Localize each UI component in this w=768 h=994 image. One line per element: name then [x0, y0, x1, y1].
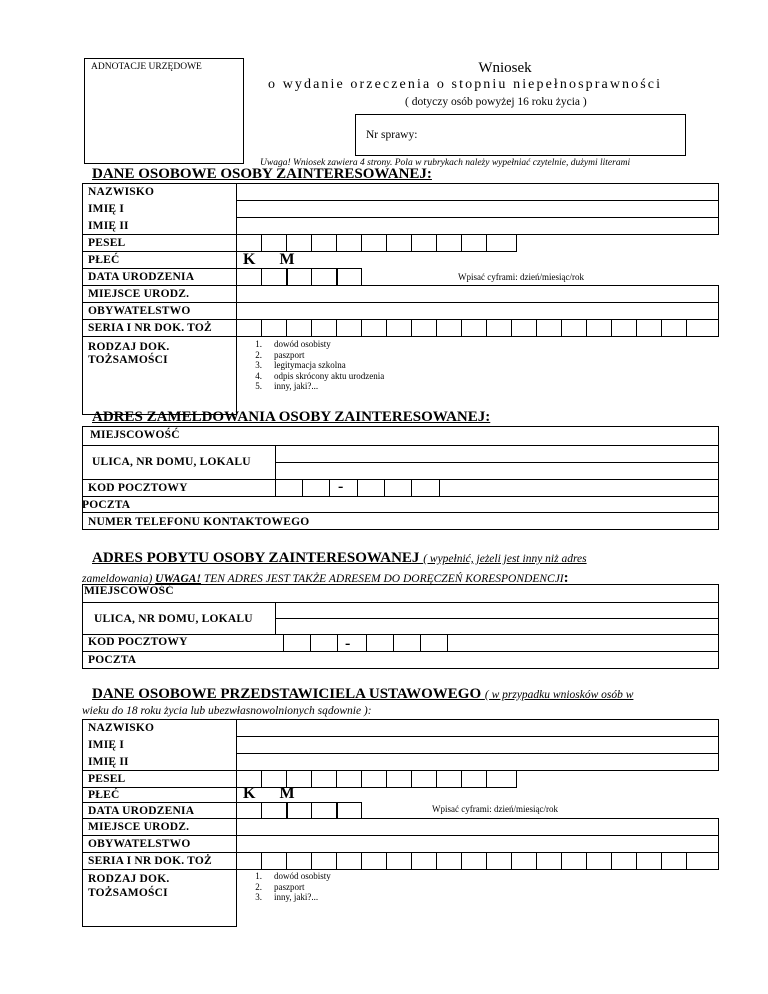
rep-doc-type-list: [240, 871, 331, 903]
section3-title: ADRES POBYTU OSOBY ZAINTERESOWANEJ ( wypełnić, jeżeli jest inny niż adres: [92, 550, 587, 566]
rep-doc-type-label-2: TOŻSAMOŚCI: [88, 887, 168, 899]
doc-type-list: [240, 339, 384, 392]
rep-surname-label: NAZWISKO: [88, 722, 155, 734]
stay-post-office-label: POCZTA: [88, 654, 137, 666]
official-annotations-label: ADNOTACJE URZĘDOWE: [91, 62, 202, 72]
rep-surname-field[interactable]: [236, 719, 719, 737]
post-office-label: POCZTA: [82, 499, 131, 511]
birthdate-hint: Wpisać cyframi: dzień/miesiąc/rok: [458, 272, 584, 282]
stay-town-label: MIEJSCOWOŚĆ: [84, 585, 174, 597]
rep-id-series-label: SERIA I NR DOK. TOŻ: [88, 855, 212, 867]
postcode-label: KOD POCZTOWY: [88, 482, 188, 494]
rep-birthplace-label: MIEJSCE URODZ.: [88, 821, 190, 833]
birthplace-field[interactable]: [236, 285, 719, 303]
rep-doc-type-item[interactable]: 3. inny, jaki?...: [255, 892, 319, 902]
second-name-field[interactable]: [236, 217, 719, 235]
rep-second-name-label: IMIĘ II: [88, 756, 129, 768]
rep-doc-type-item[interactable]: 2. paszport: [255, 881, 305, 892]
section4-note: wieku do 18 roku życia lub ubezwłasnowolnionych sądownie ):: [82, 705, 372, 717]
section3-note: zameldowania) UWAGA! TEN ADRES JEST TAKŻE ADRESEM DO DORĘCZEŃ KORESPONDENCJI:: [82, 570, 569, 586]
rep-first-name-field[interactable]: [236, 736, 719, 754]
doc-type-item[interactable]: 3. legitymacja szkolna: [255, 360, 346, 370]
pesel-label: PESEL: [88, 237, 126, 249]
form-subtitle: ( dotyczy osób powyżej 16 roku życia ): [405, 96, 587, 108]
sex-label: PŁEĆ: [88, 254, 120, 266]
rep-doc-type-label: RODZAJ DOK.: [88, 873, 170, 885]
birthplace-label: MIEJSCE URODZ.: [88, 288, 190, 300]
form-title-line2: o wydanie orzeczenia o stopniu niepełnosprawności: [268, 77, 663, 92]
doc-type-item[interactable]: 4. odpis skrócony aktu urodzenia: [255, 370, 385, 381]
surname-field[interactable]: [236, 183, 719, 201]
doc-type-label-2: TOŻSAMOŚCI: [88, 354, 168, 366]
citizenship-label: OBYWATELSTWO: [88, 305, 191, 317]
form-warning: Uwaga! Wniosek zawiera 4 strony. Pola w rubrykach należy wypełniać czytelnie, dużymi literami: [260, 158, 631, 168]
rep-sex-label: PŁEĆ: [88, 789, 120, 801]
rep-pesel-label: PESEL: [88, 773, 126, 785]
second-name-label: IMIĘ II: [88, 220, 129, 232]
phone-label: NUMER TELEFONU KONTAKTOWEGO: [88, 516, 310, 528]
rep-sex-options[interactable]: K M: [243, 785, 305, 802]
section4-title: DANE OSOBOWE PRZEDSTAWICIELA USTAWOWEGO ( w przypadku wniosków osób w: [92, 686, 634, 702]
id-series-label: SERIA I NR DOK. TOŻ: [88, 322, 212, 334]
rep-doc-type-item[interactable]: 1. dowód osobisty: [255, 871, 331, 881]
street-label: ULICA, NR DOMU, LOKALU: [92, 456, 251, 468]
form-title: Wniosek: [478, 60, 532, 76]
rep-citizenship-label: OBYWATELSTWO: [88, 838, 191, 850]
section2-title: ADRES ZAMELDOWANIA OSOBY ZAINTERESOWANEJ:: [92, 409, 491, 425]
first-name-field[interactable]: [236, 200, 719, 218]
official-annotations-box: [84, 58, 244, 164]
stay-postcode-dash: -: [345, 635, 351, 652]
doc-type-item[interactable]: 1. dowód osobisty: [255, 339, 331, 349]
section1-title: DANE OSOBOWE OSOBY ZAINTERESOWANEJ:: [92, 166, 432, 182]
rep-citizenship-field[interactable]: [236, 835, 719, 853]
birthdate-label: DATA URODZENIA: [88, 271, 195, 283]
stay-town-field[interactable]: [82, 584, 719, 603]
first-name-label: IMIĘ I: [88, 203, 125, 215]
case-number-label: Nr sprawy:: [366, 129, 418, 141]
stay-street-label: ULICA, NR DOMU, LOKALU: [94, 613, 253, 625]
rep-birthplace-field[interactable]: [236, 818, 719, 836]
stay-postcode-label: KOD POCZTOWY: [88, 636, 188, 648]
doc-type-label: RODZAJ DOK.: [88, 341, 170, 353]
rep-birthdate-label: DATA URODZENIA: [88, 805, 195, 817]
town-label: MIEJSCOWOŚĆ: [90, 429, 180, 441]
case-number-box[interactable]: [355, 114, 686, 156]
doc-type-item[interactable]: 2. paszport: [255, 349, 305, 360]
doc-type-item[interactable]: 5. inny, jaki?...: [255, 381, 319, 391]
rep-birthdate-hint: Wpisać cyframi: dzień/miesiąc/rok: [432, 804, 558, 814]
postcode-dash: -: [338, 478, 344, 495]
sex-options[interactable]: K M: [243, 251, 305, 268]
street-field[interactable]: [275, 445, 719, 463]
rep-second-name-field[interactable]: [236, 753, 719, 771]
surname-label: NAZWISKO: [88, 186, 155, 198]
rep-first-name-label: IMIĘ I: [88, 739, 125, 751]
citizenship-field[interactable]: [236, 302, 719, 320]
